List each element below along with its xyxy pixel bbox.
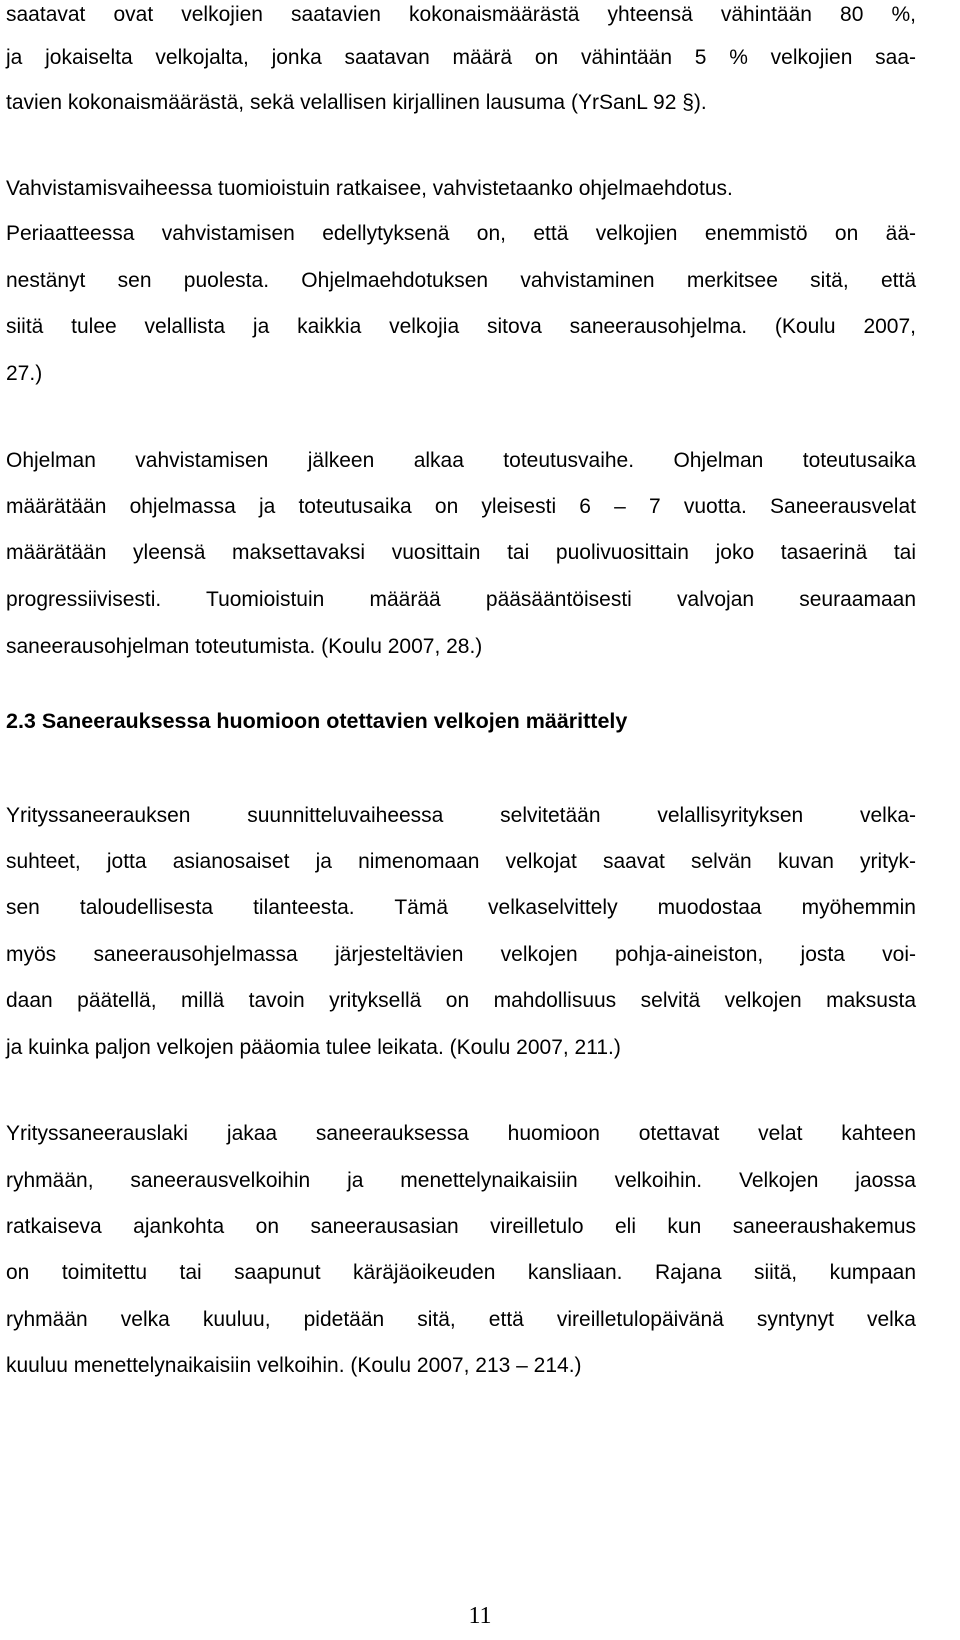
text-line: siitä tulee velallista ja kaikkia velkojia sitova saneerausohjelma. (Koulu 2007, (6, 315, 916, 338)
text-line: on toimitettu tai saapunut käräjäoikeuden kansliaan. Rajana siitä, kumpaan (6, 1261, 916, 1284)
text-line: 27.) (6, 362, 43, 385)
text-line: Vahvistamisvaiheessa tuomioistuin ratkaisee, vahvistetaanko ohjelmaehdotus. (6, 177, 733, 200)
text-line: myös saneerausohjelmassa järjesteltävien velkojen pohja-aineiston, josta voi- (6, 943, 916, 966)
page-number: 11 (468, 1603, 492, 1629)
text-line: nestänyt sen puolesta. Ohjelmaehdotuksen vahvistaminen merkitsee sitä, että (6, 269, 916, 292)
text-line: ratkaiseva ajankohta on saneerausasian vireilletulo eli kun saneeraushakemus (6, 1215, 916, 1238)
text-line: progressiivisesti. Tuomioistuin määrää pääsääntöisesti valvojan seuraamaan (6, 588, 916, 611)
text-line: sen taloudellisesta tilanteesta. Tämä velkaselvittely muodostaa myöhemmin (6, 896, 916, 919)
text-line: Yrityssaneerauslaki jakaa saneerauksessa huomioon otettavat velat kahteen (6, 1122, 916, 1145)
text-line: saatavat ovat velkojien saatavien kokonaismäärästä yhteensä vähintään 80 %, (6, 3, 916, 26)
text-line: määrätään ohjelmassa ja toteutusaika on yleisesti 6 – 7 vuotta. Saneerausvelat (6, 495, 916, 518)
text-line: suhteet, jotta asianosaiset ja nimenomaan velkojat saavat selvän kuvan yrityk- (6, 850, 916, 873)
text-line: Periaatteessa vahvistamisen edellytyksenä on, että velkojien enemmistö on ää- (6, 222, 916, 245)
text-line: daan päätellä, millä tavoin yrityksellä on mahdollisuus selvitä velkojen maksusta (6, 989, 916, 1012)
text-line: Ohjelman vahvistamisen jälkeen alkaa toteutusvaihe. Ohjelman toteutusaika (6, 449, 916, 472)
text-line: ja kuinka paljon velkojen pääomia tulee leikata. (Koulu 2007, 211.) (6, 1036, 621, 1059)
text-line: tavien kokonaismäärästä, sekä velallisen kirjallinen lausuma (YrSanL 92 §). (6, 91, 707, 114)
text-line: saneerausohjelman toteutumista. (Koulu 2007, 28.) (6, 635, 483, 658)
text-line: ryhmään velka kuuluu, pidetään sitä, että vireilletulopäivänä syntynyt velka (6, 1308, 916, 1331)
text-line: ja jokaiselta velkojalta, jonka saatavan määrä on vähintään 5 % velkojien saa- (6, 46, 916, 69)
text-line: määrätään yleensä maksettavaksi vuosittain tai puolivuosittain joko tasaerinä tai (6, 541, 916, 564)
text-line: Yrityssaneerauksen suunnitteluvaiheessa selvitetään velallisyrityksen velka- (6, 804, 916, 827)
section-heading: 2.3 Saneerauksessa huomioon otettavien velkojen määrittely (6, 709, 628, 733)
text-line: kuuluu menettelynaikaisiin velkoihin. (Koulu 2007, 213 – 214.) (6, 1354, 582, 1377)
text-line: ryhmään, saneerausvelkoihin ja menettelynaikaisiin velkoihin. Velkojen jaossa (6, 1169, 916, 1192)
